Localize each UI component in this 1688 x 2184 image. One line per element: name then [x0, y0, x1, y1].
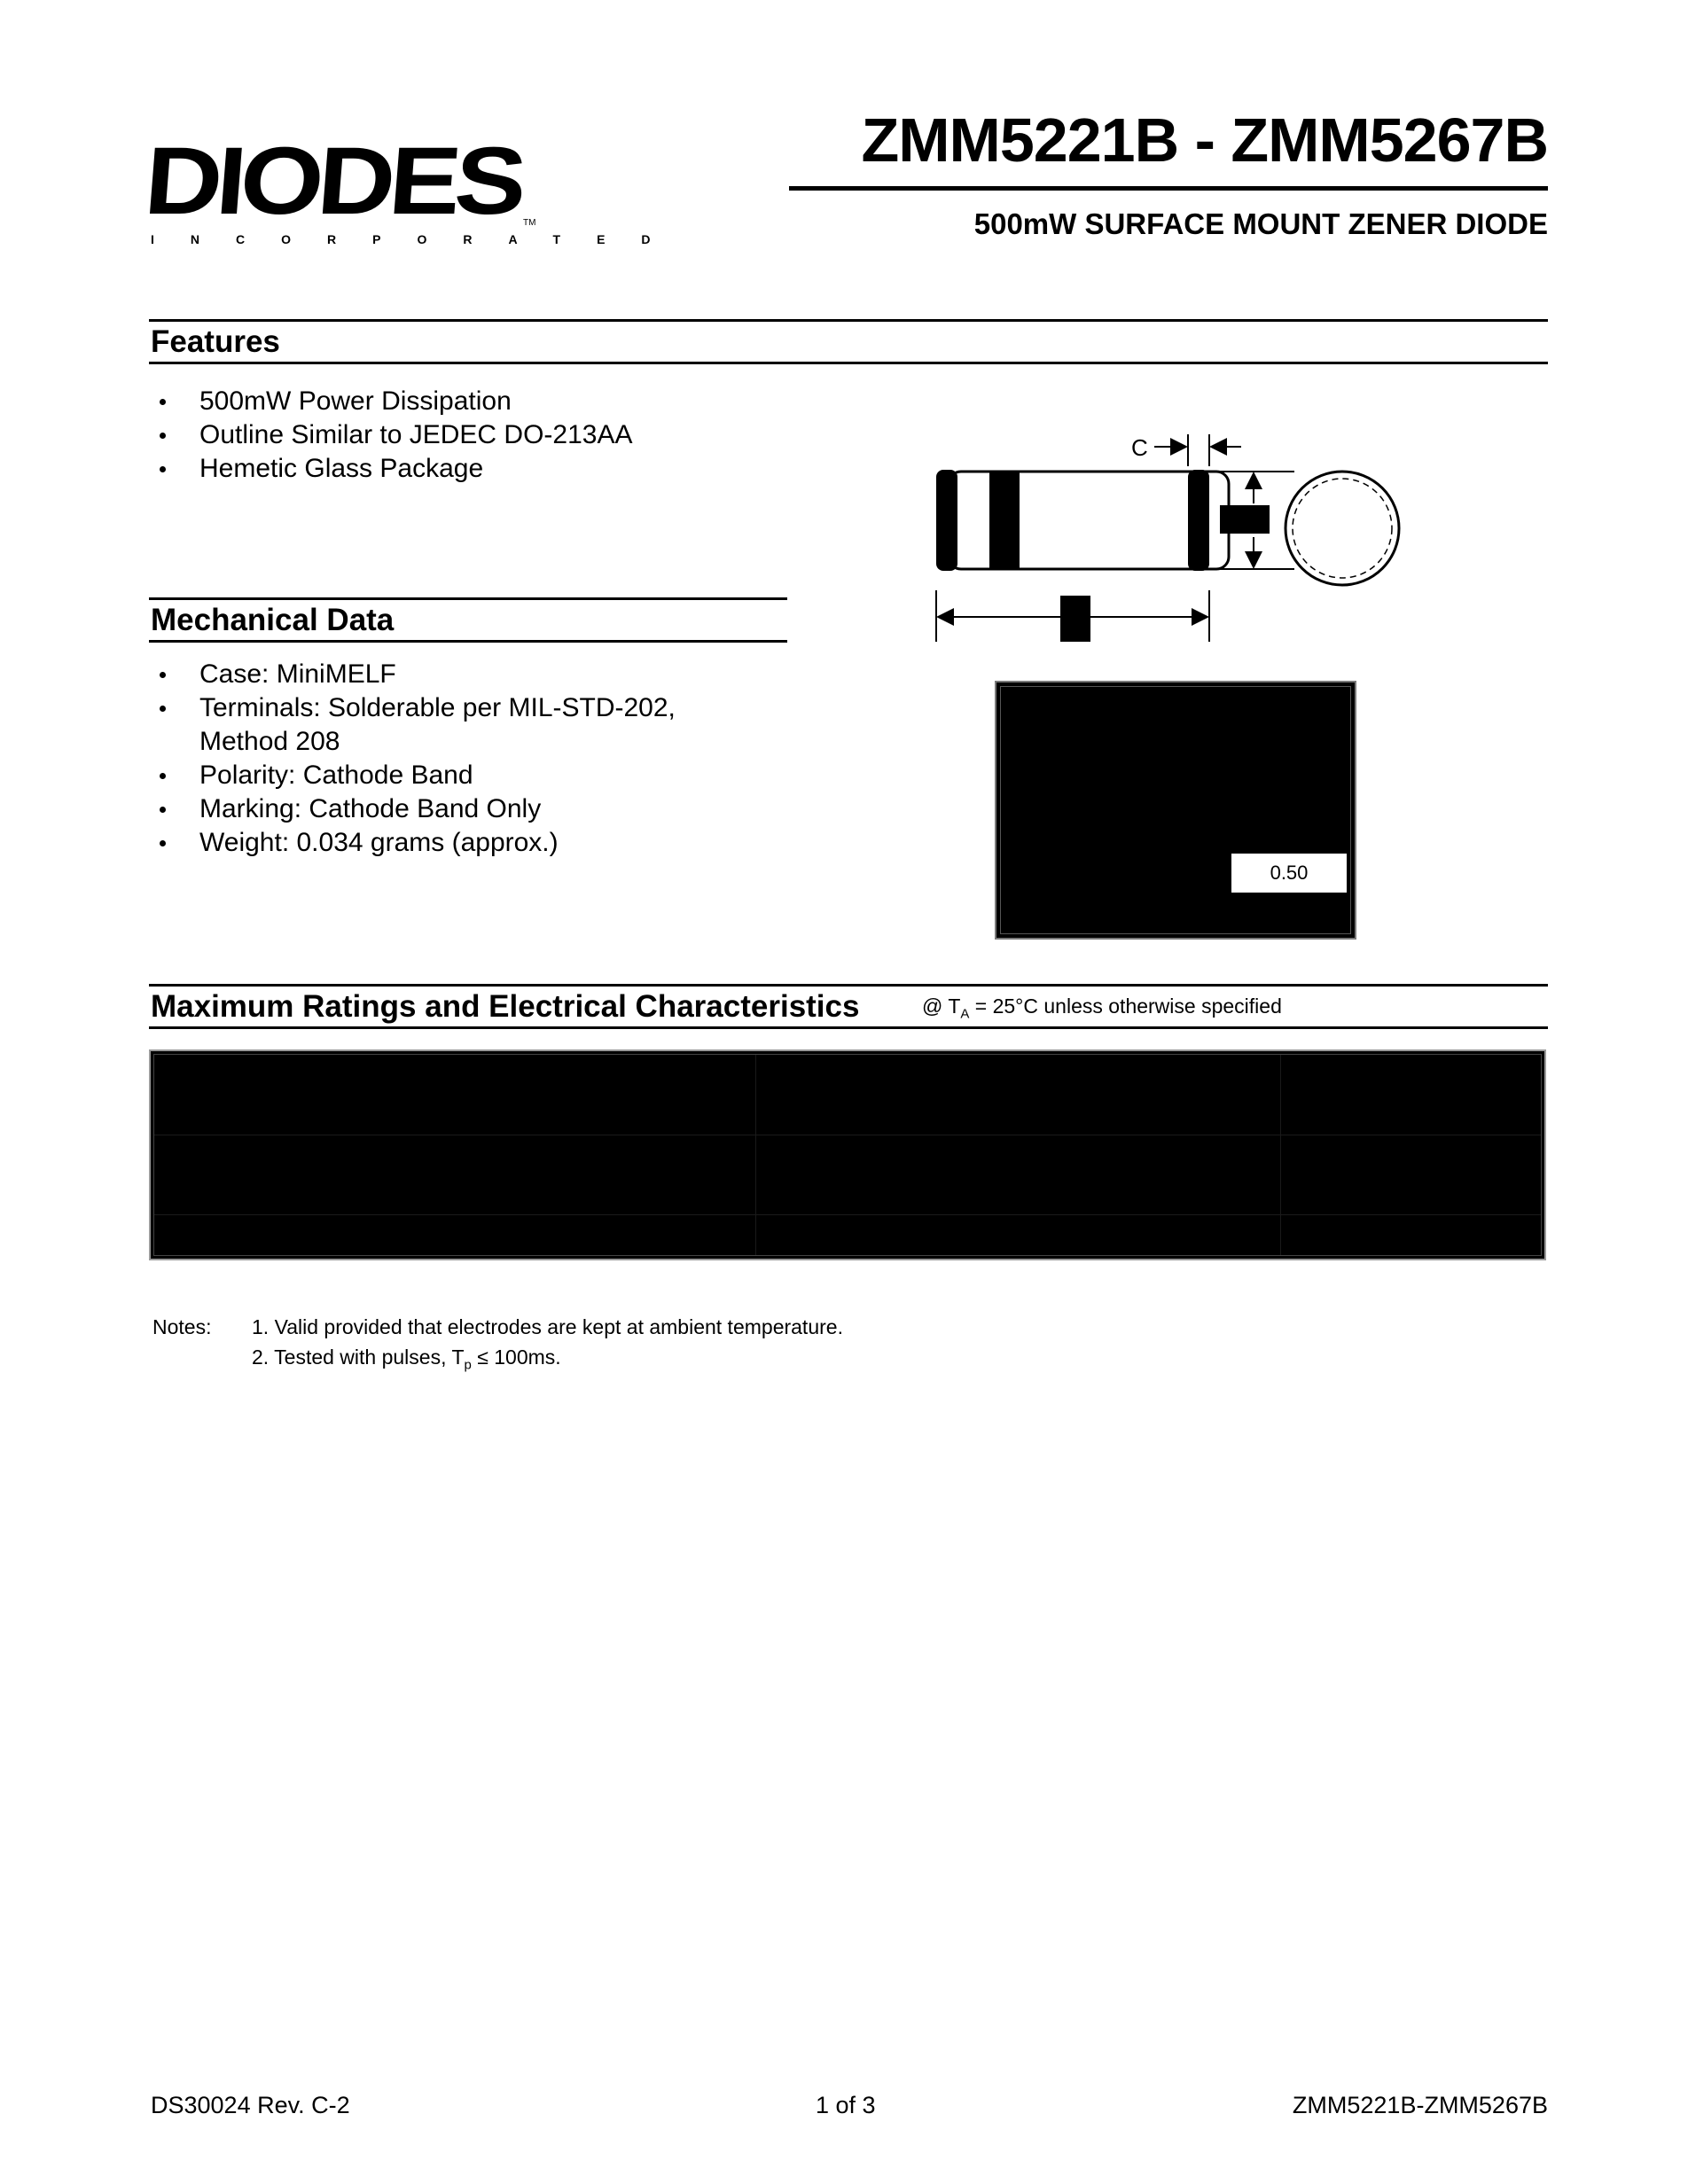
table-row-divider: [154, 1214, 1541, 1215]
package-outline-diagram: [922, 417, 1418, 647]
note-2-suffix: ≤ 100ms.: [471, 1346, 561, 1369]
dimensions-table-body: [1000, 686, 1351, 934]
cathode-band: [989, 472, 1020, 569]
page-subtitle: 500mW SURFACE MOUNT ZENER DIODE: [973, 207, 1548, 240]
list-item: [151, 658, 824, 691]
footer-part-number: ZMM5221B-ZMM5267B: [1292, 2092, 1548, 2118]
mechanical-rule-bottom: [149, 640, 787, 643]
table-column-divider: [1280, 1055, 1281, 1255]
notes-label: Notes:: [152, 1315, 212, 1338]
condition-subscript: A: [960, 1006, 970, 1022]
dimension-value-cell: 0.50: [1231, 853, 1348, 893]
dimension-label-c: C: [1131, 434, 1148, 461]
features-heading: Features: [151, 324, 280, 359]
ratings-condition: [922, 994, 1282, 1022]
ratings-rule-bottom: [149, 1026, 1548, 1029]
list-item: [151, 759, 824, 792]
features-list: [151, 385, 860, 486]
list-item: [151, 691, 824, 759]
list-item-text: Case: MiniMELF: [199, 659, 396, 689]
list-item: [151, 826, 824, 860]
list-item: 500mW Power Dissipation: [151, 385, 860, 418]
notes: [152, 1312, 1216, 1383]
ratings-table-body: [153, 1054, 1542, 1256]
list-item-text: Weight: 0.034 grams (approx.): [199, 828, 559, 857]
ratings-heading: Maximum Ratings and Electrical Characteristics: [151, 989, 860, 1024]
list-item-text: Terminals: Solderable per MIL-STD-202,: [199, 693, 676, 722]
title-rule: [789, 186, 1548, 191]
mechanical-list: [151, 658, 824, 860]
company-logo: [141, 127, 687, 248]
page-title: ZMM5221B - ZMM5267B: [861, 105, 1548, 175]
ratings-table: [149, 1049, 1546, 1260]
table-column-divider: [755, 1055, 756, 1255]
note-2-prefix: 2. Tested with pulses, T: [252, 1346, 465, 1369]
mechanical-heading: Mechanical Data: [151, 603, 395, 637]
note-2: [252, 1342, 561, 1381]
end-cap-right: [1188, 470, 1209, 571]
ratings-rule-top: [149, 984, 1548, 987]
condition-prefix: @ T: [922, 994, 961, 1018]
dimension-label-mask: [1060, 596, 1090, 642]
features-rule-top: [149, 319, 1548, 322]
list-item: Outline Similar to JEDEC DO-213AA: [151, 418, 860, 452]
list-item-continuation: Method 208: [199, 727, 340, 756]
end-view-circle: [1286, 472, 1399, 585]
logo-trademark: TM: [523, 218, 536, 228]
footer-page-number: 1 of 3: [816, 2092, 876, 2118]
dimensions-table: [995, 681, 1356, 940]
logo-wordmark: DIODES: [141, 127, 525, 234]
note-2-subscript: p: [464, 1357, 472, 1373]
note-1: 1. Valid provided that electrodes are kept at ambient temperature.: [252, 1315, 843, 1338]
condition-suffix: = 25°C unless otherwise specified: [969, 994, 1282, 1018]
footer-doc-id: DS30024 Rev. C-2: [151, 2092, 350, 2118]
list-item: [151, 792, 824, 826]
list-item: Hemetic Glass Package: [151, 452, 860, 486]
end-cap-left: [936, 470, 957, 571]
list-item-text: Polarity: Cathode Band: [199, 760, 473, 790]
features-rule-bottom: [149, 362, 1548, 364]
logo-subtext: INCORPORATED: [151, 232, 687, 246]
list-item-text: Marking: Cathode Band Only: [199, 794, 542, 823]
mechanical-rule-top: [149, 597, 787, 600]
dimension-label-mask: [1220, 505, 1270, 534]
